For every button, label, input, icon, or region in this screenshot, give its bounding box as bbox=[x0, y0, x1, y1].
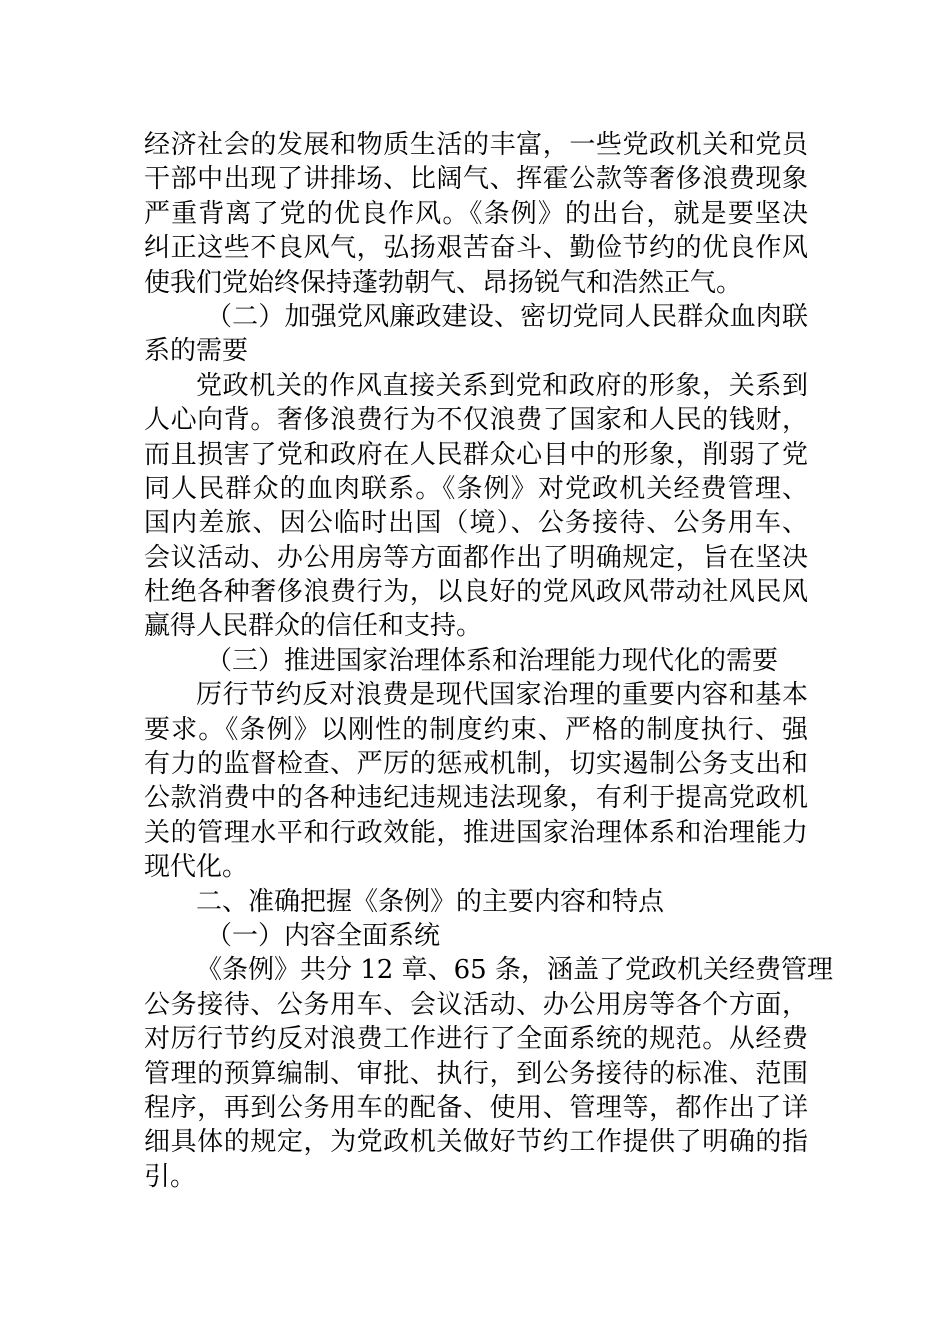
text-line: 二、准确把握《条例》的主要内容和特点 bbox=[196, 886, 665, 917]
text-line: 程序，再到公务用车的配备、使用、管理等，都作出了详 bbox=[144, 1092, 808, 1123]
text-line: 纠正这些不良风气，弘扬艰苦奋斗、勤俭节约的优良作风 bbox=[144, 233, 808, 264]
text-line: 杜绝各种奢侈浪费行为，以良好的党风政风带动社风民风 bbox=[144, 577, 808, 608]
text-line: （一）内容全面系统 bbox=[206, 920, 441, 951]
text-line: 而且损害了党和政府在人民群众心目中的形象，削弱了党 bbox=[144, 439, 808, 470]
text-line: 厉行节约反对浪费是现代国家治理的重要内容和基本 bbox=[196, 680, 808, 711]
text-line: 对厉行节约反对浪费工作进行了全面系统的规范。从经费 bbox=[144, 1024, 808, 1055]
text-line: 引。 bbox=[144, 1161, 197, 1192]
text-line: 细具体的规定，为党政机关做好节约工作提供了明确的指 bbox=[144, 1127, 808, 1158]
text-line: 国内差旅、因公临时出国（境）、公务接待、公务用车、 bbox=[144, 508, 808, 539]
text-line: 有力的监督检查、严厉的惩戒机制，切实遏制公务支出和 bbox=[144, 749, 808, 780]
text-line: 管理的预算编制、审批、执行，到公务接待的标准、范围 bbox=[144, 1058, 808, 1089]
text-line: 同人民群众的血肉联系。《条例》对党政机关经费管理、 bbox=[144, 473, 808, 504]
text-line: 现代化。 bbox=[144, 852, 249, 883]
text-line: 干部中出现了讲排场、比阔气、挥霍公款等奢侈浪费现象 bbox=[144, 164, 808, 195]
text-line: 使我们党始终保持蓬勃朝气、昂扬锐气和浩然正气。 bbox=[144, 267, 743, 298]
text-line: 公款消费中的各种违纪违规违法现象，有利于提高党政机 bbox=[144, 783, 808, 814]
text-line: 公务接待、公务用车、会议活动、办公用房等各个方面， bbox=[144, 989, 808, 1020]
text-line: 关的管理水平和行政效能，推进国家治理体系和治理能力 bbox=[144, 817, 808, 848]
text-line: （三）推进国家治理体系和治理能力现代化的需要 bbox=[206, 645, 779, 676]
text-line: 人心向背。奢侈浪费行为不仅浪费了国家和人民的钱财， bbox=[144, 405, 808, 436]
text-line: 会议活动、办公用房等方面都作出了明确规定，旨在坚决 bbox=[144, 542, 808, 573]
text-line: 党政机关的作风直接关系到党和政府的形象，关系到 bbox=[196, 370, 808, 401]
text-line: 经济社会的发展和物质生活的丰富，一些党政机关和党员 bbox=[144, 130, 808, 160]
text-line: 严重背离了党的优良作风。《条例》的出台，就是要坚决 bbox=[144, 198, 808, 229]
body-text bbox=[144, 128, 833, 1194]
text-line: 要求。《条例》以刚性的制度约束、严格的制度执行、强 bbox=[144, 714, 808, 745]
text-line: （二）加强党风廉政建设、密切党同人民群众血肉联 bbox=[206, 301, 808, 332]
text-line: 系的需要 bbox=[144, 336, 249, 367]
text-line: 赢得人民群众的信任和支持。 bbox=[144, 611, 483, 642]
text-line: 《条例》共分 12 章、65 条，涵盖了党政机关经费管理 bbox=[196, 955, 833, 986]
